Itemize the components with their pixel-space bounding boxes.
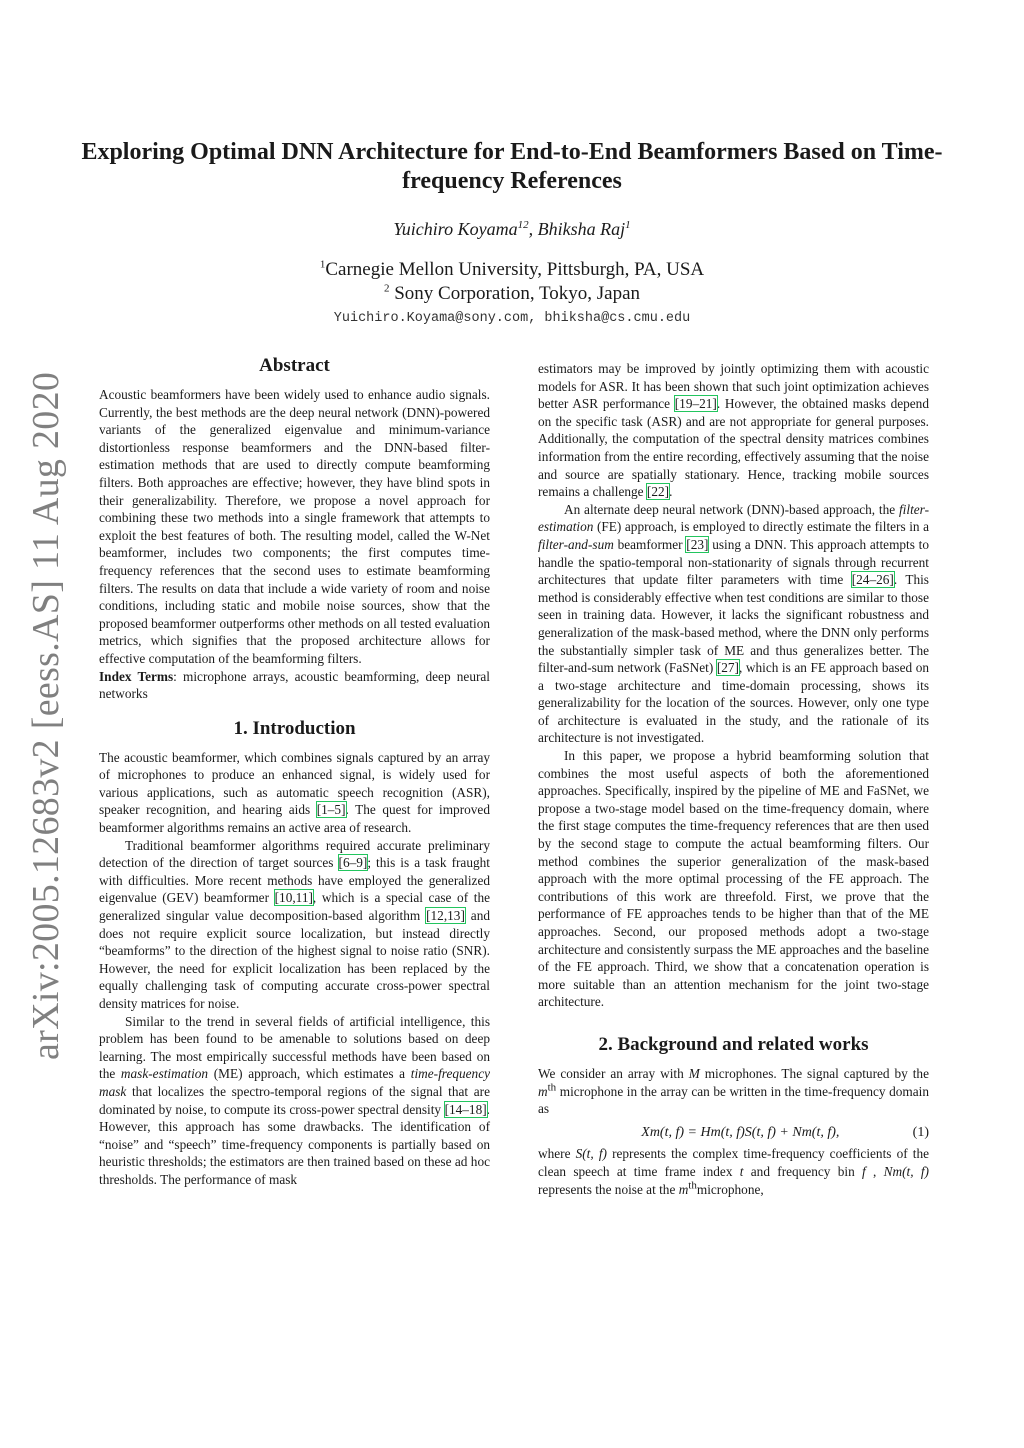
citation-link[interactable]: [24–26]	[851, 572, 894, 588]
abstract-heading: Abstract	[259, 355, 330, 376]
intro-p2-text-a: Traditional beamformer algorithms required accurate preliminary detection of the direction of target sources	[99, 837, 490, 871]
citation-link[interactable]: [19–21]	[674, 396, 717, 412]
citation-link[interactable]: [12,13]	[426, 908, 465, 924]
intro-paragraph-1	[99, 749, 490, 837]
index-terms-label: Index Terms	[99, 668, 174, 684]
equation-1-number: (1)	[912, 1124, 929, 1140]
left-column	[99, 354, 490, 1189]
right-p2-text-b: (FE) approach, is employed to directly estimate the filters in a	[593, 519, 929, 535]
bg-p2-symbol-t: t	[739, 1163, 744, 1179]
right-p2-emphasis-2: filter-and-sum	[538, 536, 614, 552]
bg-p1-text-b: microphones. The signal captured by the	[699, 1065, 929, 1081]
abstract-text: Acoustic beamformers have been widely used to enhance audio signals. Currently, the best methods are the deep neural network (DNN)-powered variants of the generalized eigenvalue and minimum-variance distortionless response beamformers and the DNN-based filter-estimation methods that are used to directly compute beamforming filters. Both approaches are effective; however, they have blind spots in their generalizability. Therefore, we propose a novel approach for combining these two methods into a single framework that attempts to exploit the best features of both. The resulting model, called the W-Net beamformer, includes two components; the first computes time-frequency references that the second uses to estimate beamforming filters. The results on data that include a wide variety of room and noise conditions, including static and mobile noise sources, show that the proposed beamformer outperforms other methods on all tested evaluation metrics, which signifies that the proposed architecture allows for effective computation of the beamforming filters.	[99, 387, 490, 666]
right-p1-text-a: estimators may be improved by jointly optimizing them with acoustic models for ASR. It has been shown that such joint optimization achieves better ASR performance	[538, 361, 929, 412]
author-line	[80, 216, 944, 242]
equation-1-body: Xm(t, f) = Hm(t, f)S(t, f) + Nm(t, f),	[641, 1124, 840, 1140]
right-p2-text-e: . This method is considerably effective when test conditions are similar to those seen in training data. However, it lacks the significant robustness and generalization of the mask-based method, where the DNN only performs the substantially simpler task of ME and thus generalizes better. The filter-and-sum network (FaSNet)	[538, 572, 929, 676]
intro-p3-emphasis-1: mask-estimation	[120, 1066, 209, 1082]
bg-p2-text-c: and frequency bin	[743, 1163, 863, 1179]
right-paragraph-2	[538, 501, 929, 747]
citation-link[interactable]: [1–5]	[316, 802, 346, 818]
intro-p3-text-a: Similar to the trend in several fields of artificial intelligence, this problem has been found to be amenable to solutions based on deep learning. The most empirically successful methods have been based on the	[99, 1013, 490, 1082]
right-column	[538, 360, 929, 1198]
affiliation-1	[80, 258, 944, 282]
affiliation-2	[80, 282, 944, 306]
bg-p2-superscript: th	[688, 1179, 697, 1192]
author-separator: ,	[528, 219, 538, 239]
citation-link[interactable]: [10,11]	[274, 890, 313, 906]
bg-p2-symbol-S: S(t, f)	[575, 1146, 607, 1162]
bg-p1-symbol-M: M	[688, 1065, 700, 1081]
intro-p2-text-d: and does not require explicit source localization, but instead directly “beamforms” to the direction of the highest signal to noise ratio (SNR). However, the need for explicit localization has been replaced by the equally challenging task of computing accurate cross-power spectral density matrices for noise.	[99, 908, 490, 1011]
citation-link[interactable]: [22]	[646, 484, 670, 500]
intro-paragraph-2	[99, 837, 490, 1013]
affiliation-1-text: Carnegie Mellon University, Pittsburgh, PA, USA	[325, 259, 705, 280]
affiliation-1-mark: 1	[319, 258, 326, 271]
bg-p2-symbol-f: f	[862, 1163, 866, 1179]
affiliation-2-mark: 2	[383, 282, 390, 295]
bg-p2-text-d: ,	[865, 1163, 884, 1179]
bg-p2-text-b: represents the complex time-frequency coefficients of the clean speech at time frame index	[538, 1146, 929, 1179]
paper-title: Exploring Optimal DNN Architecture for End-to-End Beamformers Based on Time-frequency References	[81, 139, 943, 194]
affiliation-2-text: Sony Corporation, Tokyo, Japan	[389, 283, 641, 304]
intro-p2-text-c: , which is a special case of the generalized singular value decomposition-based algorithm	[99, 890, 490, 924]
author-emails: Yuichiro.Koyama@sony.com, bhiksha@cs.cmu.edu	[333, 311, 691, 326]
background-heading: 2. Background and related works	[598, 1033, 869, 1055]
background-paragraph-2	[538, 1145, 929, 1198]
citation-link[interactable]: [27]	[716, 660, 739, 676]
author-1-name: Yuichiro Koyama	[393, 219, 518, 239]
background-paragraph-1	[538, 1065, 929, 1118]
right-paragraph-3: In this paper, we propose a hybrid beamforming solution that combines the most useful aspects of both the aforementioned approaches. Specifically, inspired by the pipeline of ME and FaSNet, we propose a two-stage model based on the time-frequency domain, where the first stage computes the time-frequency references that are then used by the second stage to compute the actual beamforming filters. Our method combines the superior generalization of the mask-based approach with the more optimal processing of the FE approach. The contributions of this work are threefold. First, we prove that the performance of FE approaches tends to be higher than that of the ME approaches. Second, our proposed methods adopt a two-stage architecture and consistently surpass the ME approaches and the baseline of the FE approach. Third, we show that a concatenation operation is more suitable than an attention mechanism for the joint two-stage architecture.	[538, 748, 929, 1010]
intro-p1-text-b: . The quest for improved beamformer algorithms remains an active area of research.	[99, 802, 490, 836]
intro-p3-emphasis-2: time-frequency mask	[99, 1066, 490, 1099]
right-p1-text-b: . However, the obtained masks depend on the specific task (ASR) and are not appropriate for general purposes. Additionally, the computation of the spectral density matrices combines information from the entire recording, effectively assuming that the noise and source are spatially stationary. Hence, tracking mobile sources remains a challenge	[538, 396, 929, 500]
bg-p2-text-a: where	[538, 1146, 576, 1162]
author-2-affil-mark: 1	[625, 219, 631, 231]
bg-p2-text-e: represents the noise at the	[538, 1181, 679, 1197]
right-p1-text-c: .	[669, 484, 673, 500]
citation-link[interactable]: [6–9]	[338, 855, 368, 871]
intro-p2-text-b: ; this is a task fraught with difficulties. More recent methods have employed the generalized eigenvalue (GEV) beamformer	[99, 855, 490, 906]
bg-p2-symbol-m: m	[678, 1181, 689, 1197]
intro-p3-text-c: that localizes the spectro-temporal regions of the signal that are dominated by noise, to compute its cross-power spectral density	[99, 1083, 490, 1117]
arxiv-identifier: arXiv:2005.12683v2 [eess.AS] 11 Aug 2020	[25, 371, 67, 1060]
author-1-affil-mark: 12	[517, 219, 529, 231]
right-p2-emphasis-1: filter-estimation	[538, 501, 929, 535]
index-terms	[99, 668, 490, 703]
intro-p3-text-d: . However, this approach has some drawbacks. The identification of “noise” and “speech” time-frequency components is partially based on heuristic thresholds; the estimators are then trained based on these ad hoc thresholds. The performance of mask	[99, 1101, 490, 1187]
right-p2-text-f: , which is an FE approach based on a two-stage architecture and time-domain processing, shows its generalizability for the location of the sources. However, only one type of architecture is evaluated in the study, and the rationale of its architecture is not investigated.	[538, 660, 930, 746]
intro-p1-text-a: The acoustic beamformer, which combines signals captured by an array of microphones to produce an enhanced signal, is widely used for various applications, such as automatic speech recognition (ASR), speaker recognition, and hearing aids	[99, 749, 490, 818]
bg-p2-text-f: microphone,	[696, 1181, 764, 1197]
right-paragraph-1	[538, 360, 929, 501]
right-p2-text-c: beamformer	[613, 536, 687, 552]
introduction-heading: 1. Introduction	[233, 717, 356, 739]
bg-p1-symbol-m: m	[538, 1083, 548, 1099]
right-p2-text-a: An alternate deep neural network (DNN)-based approach, the	[564, 501, 899, 517]
intro-paragraph-3	[99, 1013, 490, 1189]
index-terms-text: : microphone arrays, acoustic beamforming, deep neural networks	[99, 668, 490, 702]
bg-p1-text-a: We consider an array with	[538, 1065, 689, 1081]
equation-1	[538, 1124, 929, 1142]
bg-p2-symbol-N: Nm(t, f)	[883, 1163, 929, 1179]
citation-link[interactable]: [23]	[686, 536, 709, 552]
right-p2-text-d: using a DNN. This approach attempts to handle the spatio-temporal non-stationarity of signals through recurrent architectures that update filter parameters with time	[538, 536, 930, 588]
author-2-name: Bhiksha Raj	[537, 219, 626, 239]
citation-link[interactable]: [14–18]	[444, 1101, 487, 1117]
intro-p3-text-b: (ME) approach, which estimates a	[208, 1066, 411, 1082]
bg-p1-superscript: th	[547, 1081, 557, 1094]
bg-p1-text-c: microphone in the array can be written in the time-frequency domain as	[538, 1083, 929, 1117]
